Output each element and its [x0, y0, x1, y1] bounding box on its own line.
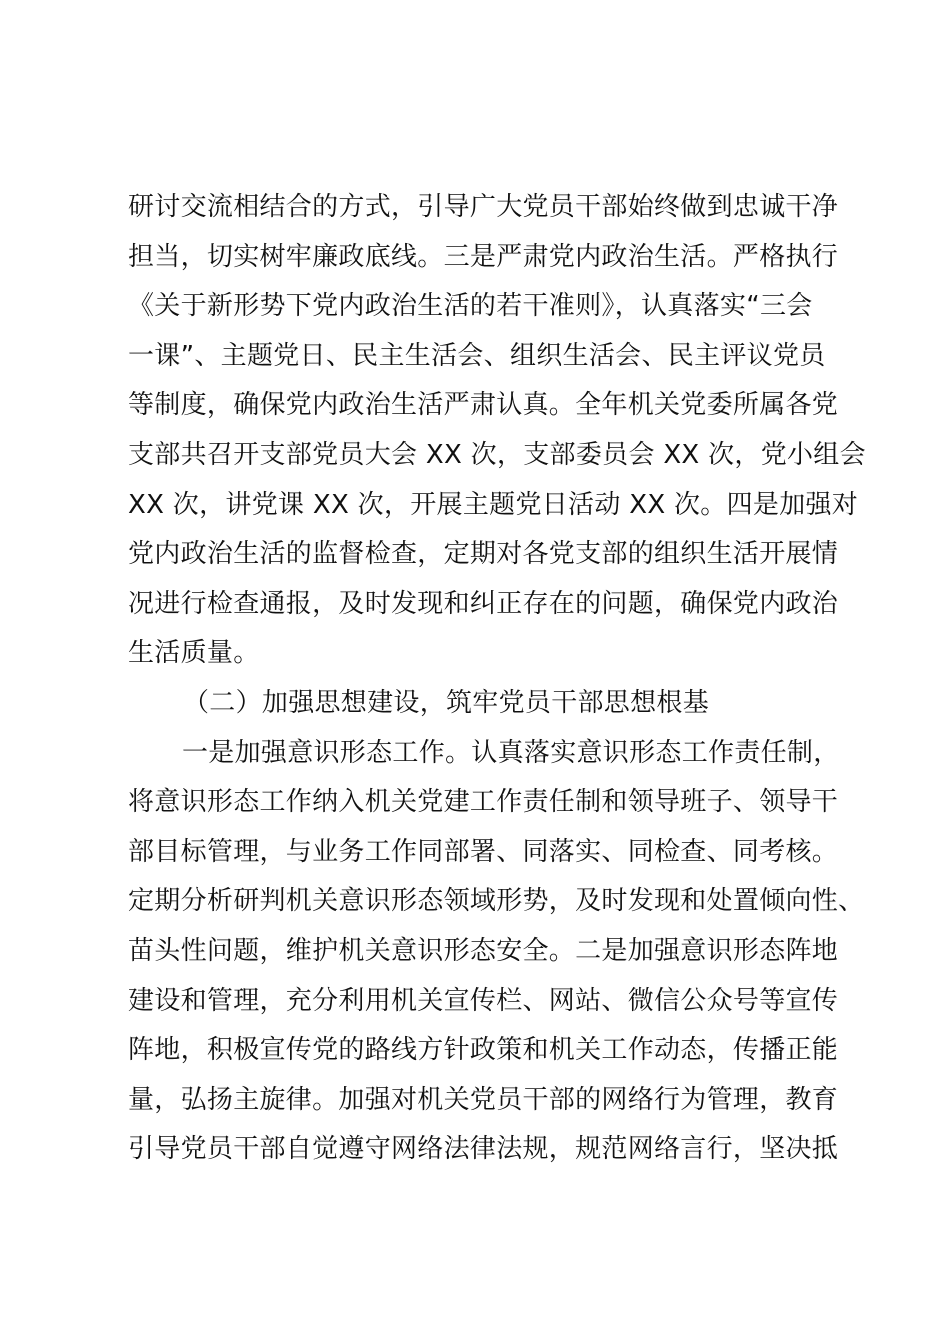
paragraph-line: 况进行检查通报，及时发现和纠正存在的问题，确保党内政治: [128, 588, 839, 619]
paragraph-line: 《关于新形势下党内政治生活的若干准则》，认真落实“三会: [128, 291, 813, 322]
paragraph-line: 建设和管理，充分利用机关宣传栏、网站、微信公众号等宣传: [128, 985, 839, 1016]
paragraph-line: 一是加强意识形态工作。认真落实意识形态工作责任制，: [182, 737, 840, 768]
document-body: [128, 183, 866, 1175]
paragraph-line: 一课”、主题党日、民主生活会、组织生活会、民主评议党员: [128, 340, 826, 371]
paragraph-line: 定期分析研判机关意识形态领域形势，及时发现和处置倾向性、: [128, 886, 865, 917]
paragraph-line: 量，弘扬主旋律。加强对机关党员干部的网络行为管理，教育: [128, 1084, 839, 1115]
paragraph-line: 苗头性问题，维护机关意识形态安全。二是加强意识形态阵地: [128, 935, 839, 966]
paragraph-line: 生活质量。: [128, 638, 260, 669]
paragraph-line: 担当，切实树牢廉政底线。三是严肃党内政治生活。严格执行: [128, 241, 839, 272]
paragraph-line: 将意识形态工作纳入机关党建工作责任制和领导班子、领导干: [128, 787, 839, 818]
paragraph-line: 等制度，确保党内政治生活严肃认真。全年机关党委所属各党: [128, 390, 839, 421]
paragraph-line: 研讨交流相结合的方式，引导广大党员干部始终做到忠诚干净: [128, 192, 839, 222]
paragraph-line: 支部共召开支部党员大会 XX 次，支部委员会 XX 次，党小组会: [128, 439, 866, 470]
section-heading: （二）加强思想建设，筑牢党员干部思想根基: [183, 687, 710, 718]
paragraph-line: 党内政治生活的监督检查，定期对各党支部的组织生活开展情: [128, 539, 839, 570]
paragraph-line: 引导党员干部自觉遵守网络法律法规，规范网络言行，坚决抵: [128, 1134, 839, 1165]
paragraph-line: XX 次，讲党课 XX 次，开展主题党日活动 XX 次。四是加强对: [128, 489, 859, 520]
paragraph-line: 部目标管理，与业务工作同部署、同落实、同检查、同考核。: [128, 836, 839, 867]
paragraph-line: 阵地，积极宣传党的路线方针政策和机关工作动态，传播正能: [128, 1035, 839, 1066]
